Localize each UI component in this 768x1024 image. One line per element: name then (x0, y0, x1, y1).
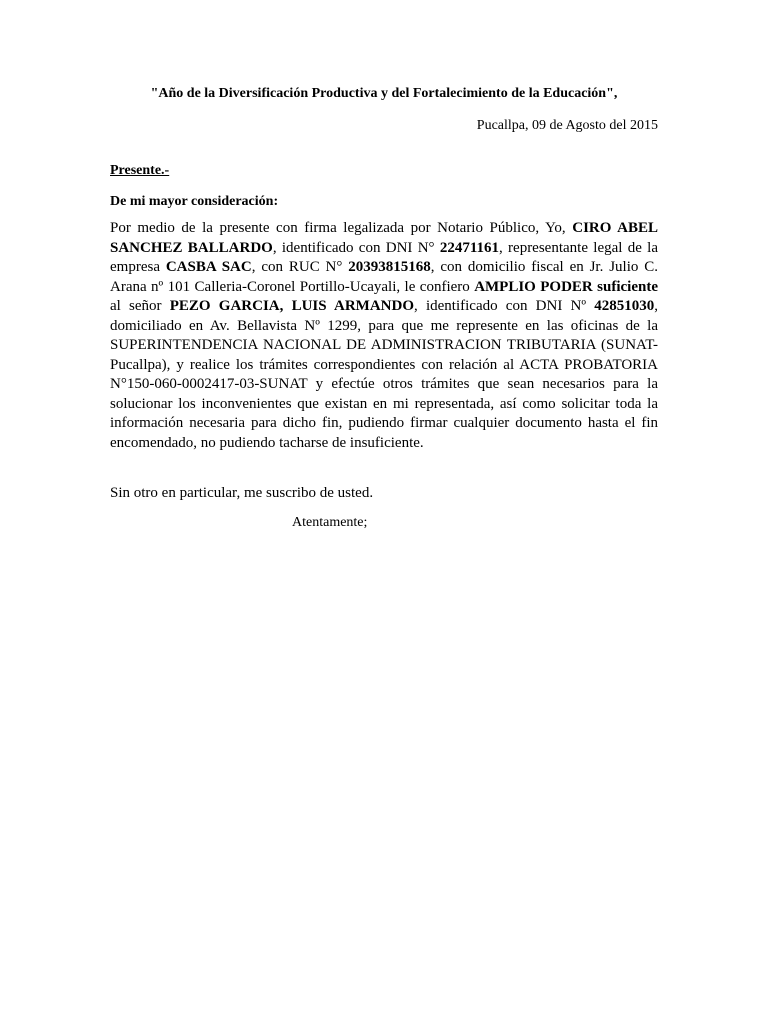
body-text-6: al señor (110, 298, 170, 314)
body-text-4: , con RUC N° (251, 259, 349, 275)
body-text-1: Por medio de la presente con firma legalizada por Notario Público, Yo, (110, 220, 573, 236)
year-motto: "Año de la Diversificación Productiva y del Fortalecimiento de la Educación", (150, 86, 618, 101)
body-text-3: , representante legal de la empresa (110, 239, 658, 275)
place-date: Pucallpa, 09 de Agosto del 2015 (476, 118, 658, 133)
body-text-8: , domiciliado en Av. Bellavista Nº 1299, para que me represente en las oficinas de la SUPERINTENDENCIA NACIONAL DE ADMINISTRACION TRIBUTARIA (SUNAT-Pucallpa), y realice los trámites correspondientes con relación al ACTA PROBATORIA N°150-060-0002417-03-SUNAT y efectúe otros trámites que sean necesarios para la solucionar los inconvenientes que existan en mi representada, así como solicitar toda la información necesaria para dicho fin, pudiendo firmar cualquier documento hasta el fin encomendado, no pudiendo tacharse de insuficiente. (110, 298, 658, 451)
sign-off: Atentamente; (292, 515, 368, 530)
company-name: CASBA SAC (165, 259, 252, 275)
body-text-2: , identificado con DNI N° (272, 239, 440, 256)
body-paragraph (110, 219, 658, 453)
body-text-7: , identificado con DNI Nº (414, 298, 595, 314)
greeting-line: De mi mayor consideración: (110, 194, 279, 209)
closing-line: Sin otro en particular, me suscribo de usted. (110, 485, 374, 501)
power-granted: AMPLIO PODER suficiente (474, 278, 659, 295)
body-text-5: , con domicilio fiscal en Jr. Julio C. Arana nº 101 Calleria-Coronel Portillo-Ucayali, le confiero (110, 259, 658, 295)
grantee-dni: 42851030 (594, 298, 655, 314)
presente-heading: Presente.- (110, 163, 170, 178)
company-ruc: 20393815168 (348, 259, 431, 275)
grantee-name: PEZO GARCIA, LUIS ARMANDO (169, 298, 414, 314)
grantor-dni: 22471161 (439, 239, 499, 256)
grantor-name: CIRO ABEL SANCHEZ BALLARDO (110, 220, 658, 256)
